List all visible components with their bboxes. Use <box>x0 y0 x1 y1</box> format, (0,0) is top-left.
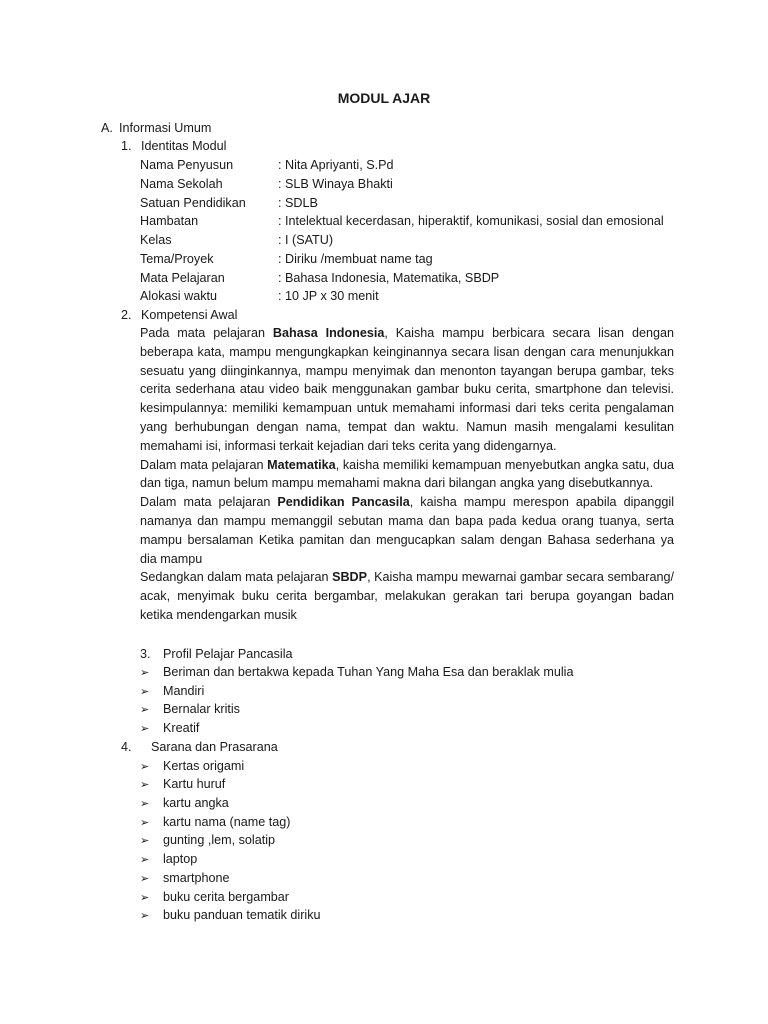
arrow-bullet-icon: ➢ <box>140 723 150 735</box>
kompetensi-paragraphs <box>140 324 674 625</box>
section-a-label: Informasi Umum <box>119 121 212 135</box>
arrow-bullet-icon: ➢ <box>140 686 150 698</box>
identitas-row <box>140 250 433 268</box>
profil-marker: 3. <box>140 647 151 661</box>
identitas-row-value: : SLB Winaya Bhakti <box>278 177 393 191</box>
paragraph-text: Pada mata pelajaran <box>140 326 273 340</box>
list-item <box>140 906 321 925</box>
kompetensi-paragraph <box>140 456 674 494</box>
paragraph-text: Dalam mata pelajaran <box>140 495 278 510</box>
kompetensi-marker: 2. <box>121 308 132 322</box>
subject-name: SBDP <box>332 570 368 585</box>
identitas-row <box>140 194 318 212</box>
list-item <box>140 757 244 776</box>
identitas-row <box>140 156 394 174</box>
arrow-bullet-icon: ➢ <box>140 910 150 922</box>
identitas-row-label: Satuan Pendidikan <box>140 196 246 210</box>
subject-name: Matematika <box>267 457 336 472</box>
arrow-bullet-icon: ➢ <box>140 779 150 791</box>
identitas-row-label: Kelas <box>140 233 172 247</box>
list-item <box>140 850 197 869</box>
section-a-marker: A. <box>101 121 113 135</box>
list-item-text: laptop <box>163 852 198 866</box>
arrow-bullet-icon: ➢ <box>140 892 150 904</box>
kompetensi-label: Kompetensi Awal <box>141 308 238 322</box>
sarana-heading <box>121 738 278 756</box>
identitas-row-value: : SDLB <box>278 196 318 210</box>
identitas-row-label: Tema/Proyek <box>140 252 214 266</box>
list-item <box>140 888 289 907</box>
paragraph-text: , kaisha memiliki kemampuan menyebutkan angka satu, dua dan tiga, namun belum mampu memahami makna dari bilangan angka yang disebutkannya. <box>140 457 675 491</box>
arrow-bullet-icon: ➢ <box>140 798 150 810</box>
identitas-row-value: : I (SATU) <box>278 233 334 247</box>
arrow-bullet-icon: ➢ <box>140 854 150 866</box>
kompetensi-heading <box>121 306 237 324</box>
paragraph-text: Dalam mata pelajaran <box>140 457 268 472</box>
arrow-bullet-icon: ➢ <box>140 835 150 847</box>
subject-name: Pendidikan Pancasila <box>277 495 410 510</box>
list-item-text: buku cerita bergambar <box>163 890 290 904</box>
paragraph-text: Sedangkan dalam mata pelajaran <box>140 570 333 585</box>
identitas-row-value: : Diriku /membuat name tag <box>278 252 433 266</box>
list-item-text: Kreatif <box>163 721 200 735</box>
identitas-label: Identitas Modul <box>141 139 227 153</box>
paragraph-text: , kaisha mampu merespon apabila dipanggil namanya dan mampu memanggil sebutan mama dan bapa pada kedua orang tuanya, serta mampu bersalaman Ketika pamitan dan mengucapkan salam dengan Bahasa sederhana ya dia mampu <box>140 495 674 566</box>
identitas-row-label: Nama Sekolah <box>140 177 223 191</box>
identitas-marker: 1. <box>121 139 132 153</box>
kompetensi-paragraph <box>140 324 674 456</box>
arrow-bullet-icon: ➢ <box>140 704 150 716</box>
section-a-heading <box>101 119 211 137</box>
identitas-row-label: Hambatan <box>140 214 199 228</box>
list-item <box>140 682 204 701</box>
identitas-row-label: Alokasi waktu <box>140 289 217 303</box>
identitas-row-label: Nama Penyusun <box>140 158 234 172</box>
list-item-text: gunting ,lem, solatip <box>163 833 276 847</box>
identitas-row <box>140 287 379 305</box>
sarana-marker: 4. <box>121 740 132 754</box>
list-item-text: kartu angka <box>163 796 229 810</box>
identitas-heading <box>121 137 226 155</box>
profil-heading <box>140 645 293 663</box>
list-item <box>140 794 229 813</box>
arrow-bullet-icon: ➢ <box>140 761 150 773</box>
list-item <box>140 775 225 794</box>
identitas-row-value: : Intelektual kecerdasan, hiperaktif, komunikasi, sosial dan emosional <box>278 214 664 228</box>
sarana-label: Sarana dan Prasarana <box>151 740 278 754</box>
kompetensi-paragraph <box>140 493 674 568</box>
arrow-bullet-icon: ➢ <box>140 873 150 885</box>
list-item-text: Mandiri <box>163 684 205 698</box>
identitas-row-value: : Bahasa Indonesia, Matematika, SBDP <box>278 271 500 285</box>
list-item <box>140 700 240 719</box>
list-item <box>140 663 574 682</box>
arrow-bullet-icon: ➢ <box>140 817 150 829</box>
paragraph-text: , Kaisha mampu mewarnai gambar secara sembarang/ acak, menyimak buku cerita bergambar, melakukan gerakan tari berupa goyangan badan ketika mendengarkan musik <box>140 570 674 622</box>
profil-label: Profil Pelajar Pancasila <box>163 647 293 661</box>
list-item-text: Bernalar kritis <box>163 702 240 716</box>
identitas-row-value: : Nita Apriyanti, S.Pd <box>278 158 394 172</box>
list-item <box>140 813 290 832</box>
list-item-text: kartu nama (name tag) <box>163 815 291 829</box>
identitas-row <box>140 212 664 230</box>
identitas-row <box>140 175 393 193</box>
list-item <box>140 719 199 738</box>
list-item-text: Kartu huruf <box>163 777 226 791</box>
identitas-row-value: : 10 JP x 30 menit <box>278 289 379 303</box>
list-item-text: smartphone <box>163 871 230 885</box>
document-title: MODUL AJAR <box>337 90 431 106</box>
paragraph-text: , Kaisha mampu berbicara secara lisan dengan beberapa kata, mampu mengungkapkan keinginannya secara lisan dengan cara menunjukkan sesuatu yang diinginkannya, mampu menyimak dan menonton tayangan berupa gambar, teks cerita sederhana atau video baik menggunakan gambar buku cerita, smartphone dan televisi. kesimpulannya: memiliki kemampuan untuk memahami informasi dari teks cerita pengalaman yang berhubungan dengan nama, tempat dan waktu. Namun masih mengalami kesulitan memahami isi, informasi terkait kejadian dari teks cerita yang didengarnya. <box>140 326 674 453</box>
list-item-text: Kertas origami <box>163 759 245 773</box>
list-item <box>140 831 275 850</box>
identitas-row-label: Mata Pelajaran <box>140 271 225 285</box>
list-item <box>140 869 230 888</box>
subject-name: Bahasa Indonesia <box>272 326 385 340</box>
identitas-row <box>140 269 499 287</box>
identitas-row <box>140 231 333 249</box>
list-item-text: Beriman dan bertakwa kepada Tuhan Yang Maha Esa dan beraklak mulia <box>163 665 574 679</box>
arrow-bullet-icon: ➢ <box>140 667 150 679</box>
kompetensi-paragraph <box>140 568 674 624</box>
list-item-text: buku panduan tematik diriku <box>163 908 321 922</box>
